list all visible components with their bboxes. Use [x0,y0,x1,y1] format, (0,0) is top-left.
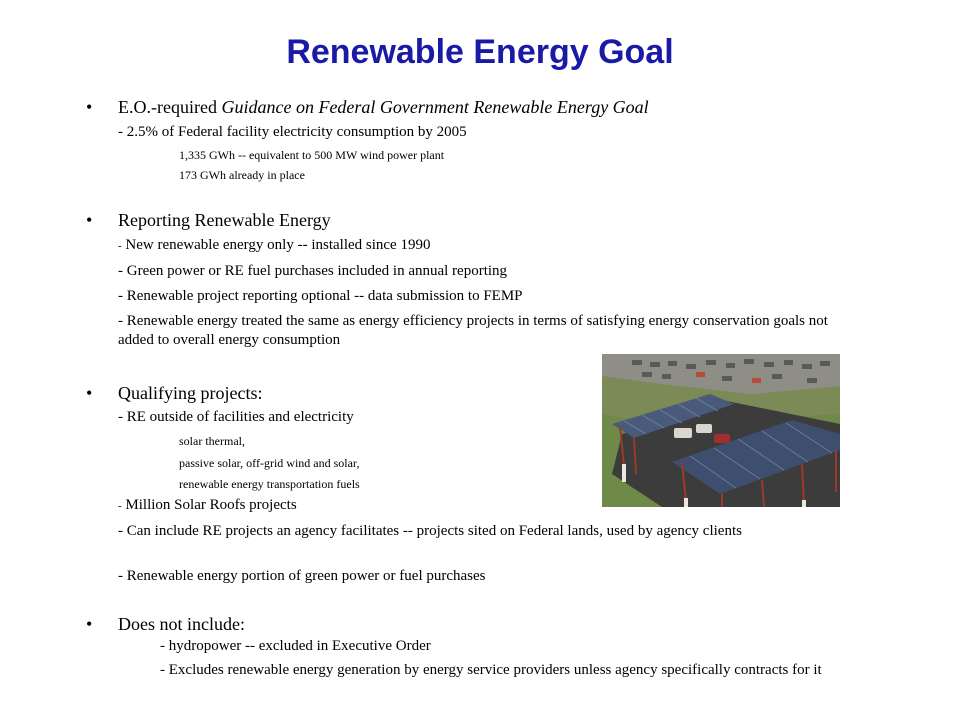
list-dash: - [118,240,122,252]
sub-list-item: solar thermal, [179,434,245,448]
list-item-text: New renewable energy only -- installed since 1990 [121,237,431,253]
list-item [118,496,297,516]
list-item: - RE outside of facilities and electricity [118,409,354,425]
list-item: - 2.5% of Federal facility electricity consumption by 2005 [118,124,467,140]
list-item: - Renewable project reporting optional -- data submission to FEMP [118,288,523,304]
list-item: - hydropower -- excluded in Executive Order [160,638,431,654]
section-heading-qualifying: Qualifying projects: [118,383,263,403]
list-item: - Renewable energy portion of green power or fuel purchases [118,568,486,584]
list-item-text: Million Solar Roofs projects [121,497,297,513]
list-item: - Renewable energy treated the same as energy efficiency projects in terms of satisfying energy conservation goals not added to overall energy consumption [118,313,828,348]
section-heading-exclusions: Does not include: [118,614,245,634]
heading-plain-text: E.O.-required [118,97,222,117]
list-item: - Can include RE projects an agency facilitates -- projects sited on Federal lands, used by agency clients [118,523,742,539]
sub-list-item: renewable energy transportation fuels [179,477,360,491]
sub-list-item: 1,335 GWh -- equivalent to 500 MW wind power plant [179,148,445,162]
bullet-marker: • [86,383,93,403]
section-heading-reporting: Reporting Renewable Energy [118,210,331,230]
sub-list-item: passive solar, off-grid wind and solar, [179,456,360,470]
list-item: - Green power or RE fuel purchases included in annual reporting [118,263,508,279]
sub-list-item: 173 GWh already in place [179,168,305,182]
bullet-marker: • [86,97,93,117]
heading-italic-text: Guidance on Federal Government Renewable Energy Goal [221,97,649,117]
page-title: Renewable Energy Goal [286,33,674,71]
solar-carport-photo [602,354,840,507]
list-item [118,236,430,256]
section-heading-guidance [118,96,649,118]
list-item: - Excludes renewable energy generation by energy service providers unless agency specifically contracts for it [160,662,822,678]
bullet-marker: • [86,614,93,634]
bullet-marker: • [86,210,93,230]
list-dash: - [118,500,122,512]
